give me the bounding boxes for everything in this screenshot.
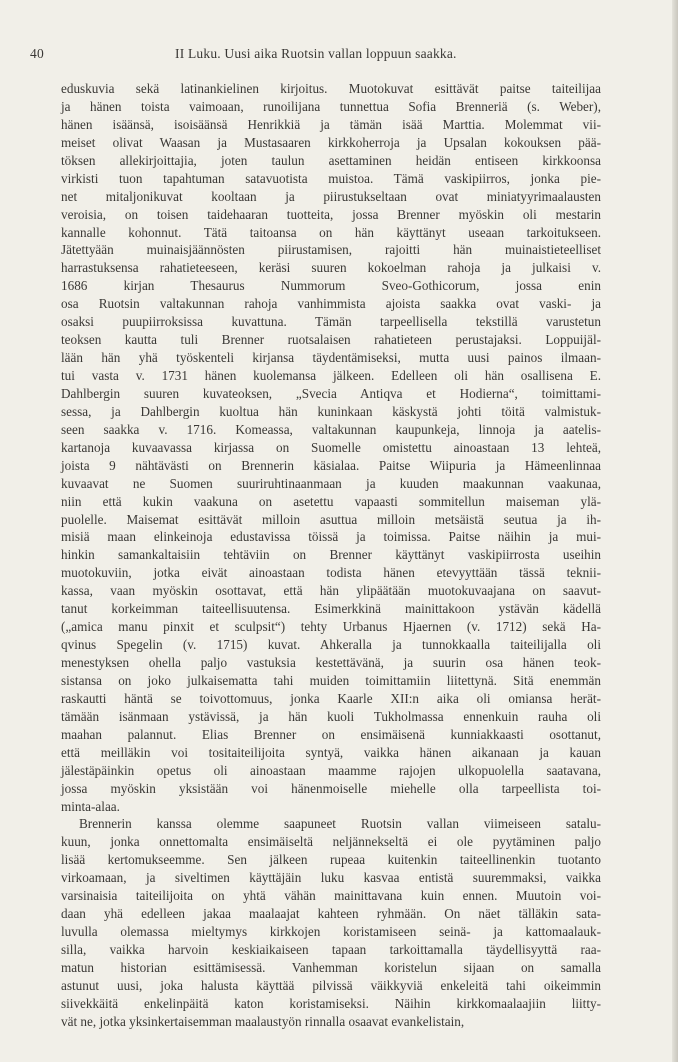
- text-line: lisää kertomukseemme. Sen jälkeen rupeaa kuitenkin taiteellinenkin tuotanto: [61, 852, 601, 868]
- text-line: meiset olivat Waasan ja Mustasaaren kirkkoherroja ja Upsalan kokouksen pää-: [61, 134, 601, 150]
- text-line: minta-alaa.: [61, 798, 120, 814]
- text-line: tui vasta v. 1731 hänen kuolemansa jälkeen. Edelleen oli hän osallisena E.: [61, 368, 601, 383]
- text-line: Jätettyään muinaisjäännösten piirustamisen, rajoitti hän muinaistieteelliset: [61, 242, 601, 258]
- text-line: jälestäpäinkin opetus oli ainoastaan maamme rajojen ulkopuolella saatavana,: [61, 762, 601, 778]
- text-line: että meilläkin voi tositaiteilijoita syntyä, vaikka hänen aikanaan ja kauan: [61, 744, 601, 760]
- text-line: menestyksen ohella paljo vastuksia kestettävänä, ja suurin osa hänen teok-: [61, 655, 601, 670]
- page-number: 40: [30, 46, 44, 61]
- text-line: kuvaavat ne Suomen suuriruhtinaanmaan ja kuuden maakunnan vaakunaa,: [61, 475, 601, 491]
- text-line: harrastuksensa rahatieteeseen, keräsi suuren kokoelman rahoja ja julkaisi v.: [61, 260, 601, 276]
- running-head: II Luku. Uusi aika Ruotsin vallan loppuun saakka.: [175, 46, 457, 61]
- page-header: [30, 46, 630, 66]
- text-line: veroisia, on toisen taidehaaran tuotteita, jossa Brenner myöskin oli mestarin: [61, 206, 601, 222]
- page-edge: [672, 0, 678, 1062]
- text-line: astunut uusi, joka halusta käyttää pilvissä väikkyviä enkeleitä tahi oikeimmin: [61, 977, 601, 993]
- text-line: kassa, vaan myöskin osottavat, että hän ylipäätään muotokuvaajana on saavut-: [61, 583, 601, 599]
- text-line: eduskuvia sekä latinankielinen kirjoitus. Muotokuvat esittävät paitse taiteilijaa: [61, 81, 601, 96]
- text-line: lään hän yhä työskenteli kirjansa täydentämiseksi, mutta uusi painos ilmaan-: [61, 350, 601, 366]
- text-line: teoksen kautta tuli Brenner ruotsalaisen rahatieteen perustajaksi. Loppuijäl-: [61, 332, 601, 348]
- text-line: („amica manu pinxit et sculpsit“) tehty Urbanus Hjaernen (v. 1712) sekä Ha-: [61, 619, 601, 635]
- text-line: varsinaisia taiteilijoita on yhtä vähän mainittavana kuin ennen. Muutoin voi-: [61, 888, 601, 904]
- text-line: osaksi puupiirroksissa kuvattuna. Tämän tarpeellisella tekstillä varustetun: [61, 314, 601, 330]
- text-line: kartanoja kuvaavassa kirjassa on Suomelle omistettu ainoastaan 13 lehteä,: [61, 439, 601, 455]
- text-line: vät ne, jotka yksinkertaisemman maalaustyön rinnalla osaavat evankelistain,: [61, 1013, 465, 1029]
- text-line: siivekkäitä enkelinpäitä katon koristamiseksi. Näihin kirkkomaalaajiin liitty-: [61, 995, 601, 1011]
- text-line: jossa myöskin yksistään voi hänenmoiselle miehelle olla tarpeellista toi-: [61, 780, 601, 796]
- text-line: virkisti tuon tapahtuman satavuotista muistoa. Tämä vaskipiirros, jonka pie-: [61, 170, 601, 186]
- text-line: osa Ruotsin valtakunnan rahoja vanhimmista ajoista saakka ovat vaski- ja: [61, 296, 601, 312]
- text-line: ja hänen toista vaimoaan, runoilijana tunnettua Sofia Brenneriä (s. Weber),: [61, 98, 601, 114]
- text-line: raskautti häntä se toivottomuus, jonka Kaarle XII:n aika oli omiansa herät-: [61, 690, 601, 706]
- text-line: maahan palannut. Elias Brenner on ensimäisenä kunniakkaasti osottanut,: [61, 726, 601, 742]
- text-line: kannalle kohonnut. Tätä taitoansa on hän käyttänyt useaan tarkoitukseen.: [61, 224, 601, 240]
- text-line: kuun, jonka onnettomalta ensimäiseltä neljännekseltä ei ole pyytäminen paljo: [61, 834, 601, 850]
- body-text: [61, 80, 601, 1031]
- text-line: misiä maan elinkeinoja edustavissa töissä ja toimissa. Paitse näihin ja mui-: [61, 529, 601, 545]
- text-line: virkoamaan, ja siveltimen käyttäjäin luku kasvaa entistä suuremmaksi, vaikka: [61, 870, 601, 886]
- text-line: sistansa on joko julkaisematta tahi muiden toimittamiin liitettynä. Sitä enemmän: [61, 672, 601, 688]
- text-line: hinkin samankaltaisiin tehtäviin on Brenner käyttänyt vaskipiirrosta useihin: [61, 547, 601, 563]
- text-line: hänen isäänsä, isoisäänsä Henrikkiä ja tämän isää Marttia. Molemmat vii-: [61, 116, 601, 132]
- text-line: tanut korkeimman taiteellisuutensa. Esimerkkinä mainittakoon ystävän kädellä: [61, 601, 601, 617]
- text-line: sessa, ja Dahlbergin kuoltua hän kuninkaan käskystä johti töitä valmistuk-: [61, 403, 601, 419]
- text-line: qvinus Spegelin (v. 1715) kuvat. Ahkeralla ja tunnokkaalla taiteilijalla oli: [61, 637, 601, 653]
- text-line: net mitaljonikuvat kooltaan ja piirustukseltaan ovat miniatyyrimaalausten: [61, 188, 601, 204]
- text-line: töksen allekirjoittajia, joten taulun asettaminen heidän entiseen kirkkoonsa: [61, 152, 601, 168]
- text-line: 1686 kirjan Thesaurus Nummorum Sveo-Gothicorum, jossa enin: [61, 278, 601, 294]
- text-line: tämään isänmaan ystävissä, ja hän kuoli Tukholmassa ennenkuin rauha oli: [61, 708, 601, 724]
- text-line: daan yhä edelleen jakaa maalaajat kahteen ryhmään. On näet tälläkin sata-: [61, 906, 601, 922]
- text-line: Brennerin kanssa olemme saapuneet Ruotsin vallan viimeiseen satalu-: [79, 816, 601, 832]
- text-line: seen saakka v. 1716. Komeassa, valtakunnan kaupunkeja, linnoja ja aatelis-: [61, 421, 601, 437]
- text-line: muotokuviin, jotka eivät ainoastaan todista hänen etevyyttään tässä teknii-: [61, 565, 601, 581]
- text-line: Dahlbergin suuren kuvateoksen, „Svecia Antiqva et Hodierna“, toimittami-: [61, 385, 601, 401]
- text-line: puolelle. Maisemat esittävät milloin asuttua milloin metsäistä seutua ja ih-: [61, 511, 601, 527]
- text-line: niin että kukin vaakuna on asetettu vapaasti sommitellun maiseman ylä-: [61, 493, 601, 509]
- text-line: joista 9 nähtävästi on Brennerin käsialaa. Paitse Wiipuria ja Hämeenlinnaa: [61, 457, 601, 473]
- text-line: matun historian esittämisessä. Vanhemman koristelun sijaan on samalla: [61, 959, 601, 975]
- text-line: silla, vaikka harvoin keskiaikaiseen tapaan tarkoittamalla täydellisyyttä raa-: [61, 942, 601, 957]
- text-line: luvulla olemassa mieltymys kirkkojen koristamiseen seinä- ja kattomaalauk-: [61, 924, 601, 940]
